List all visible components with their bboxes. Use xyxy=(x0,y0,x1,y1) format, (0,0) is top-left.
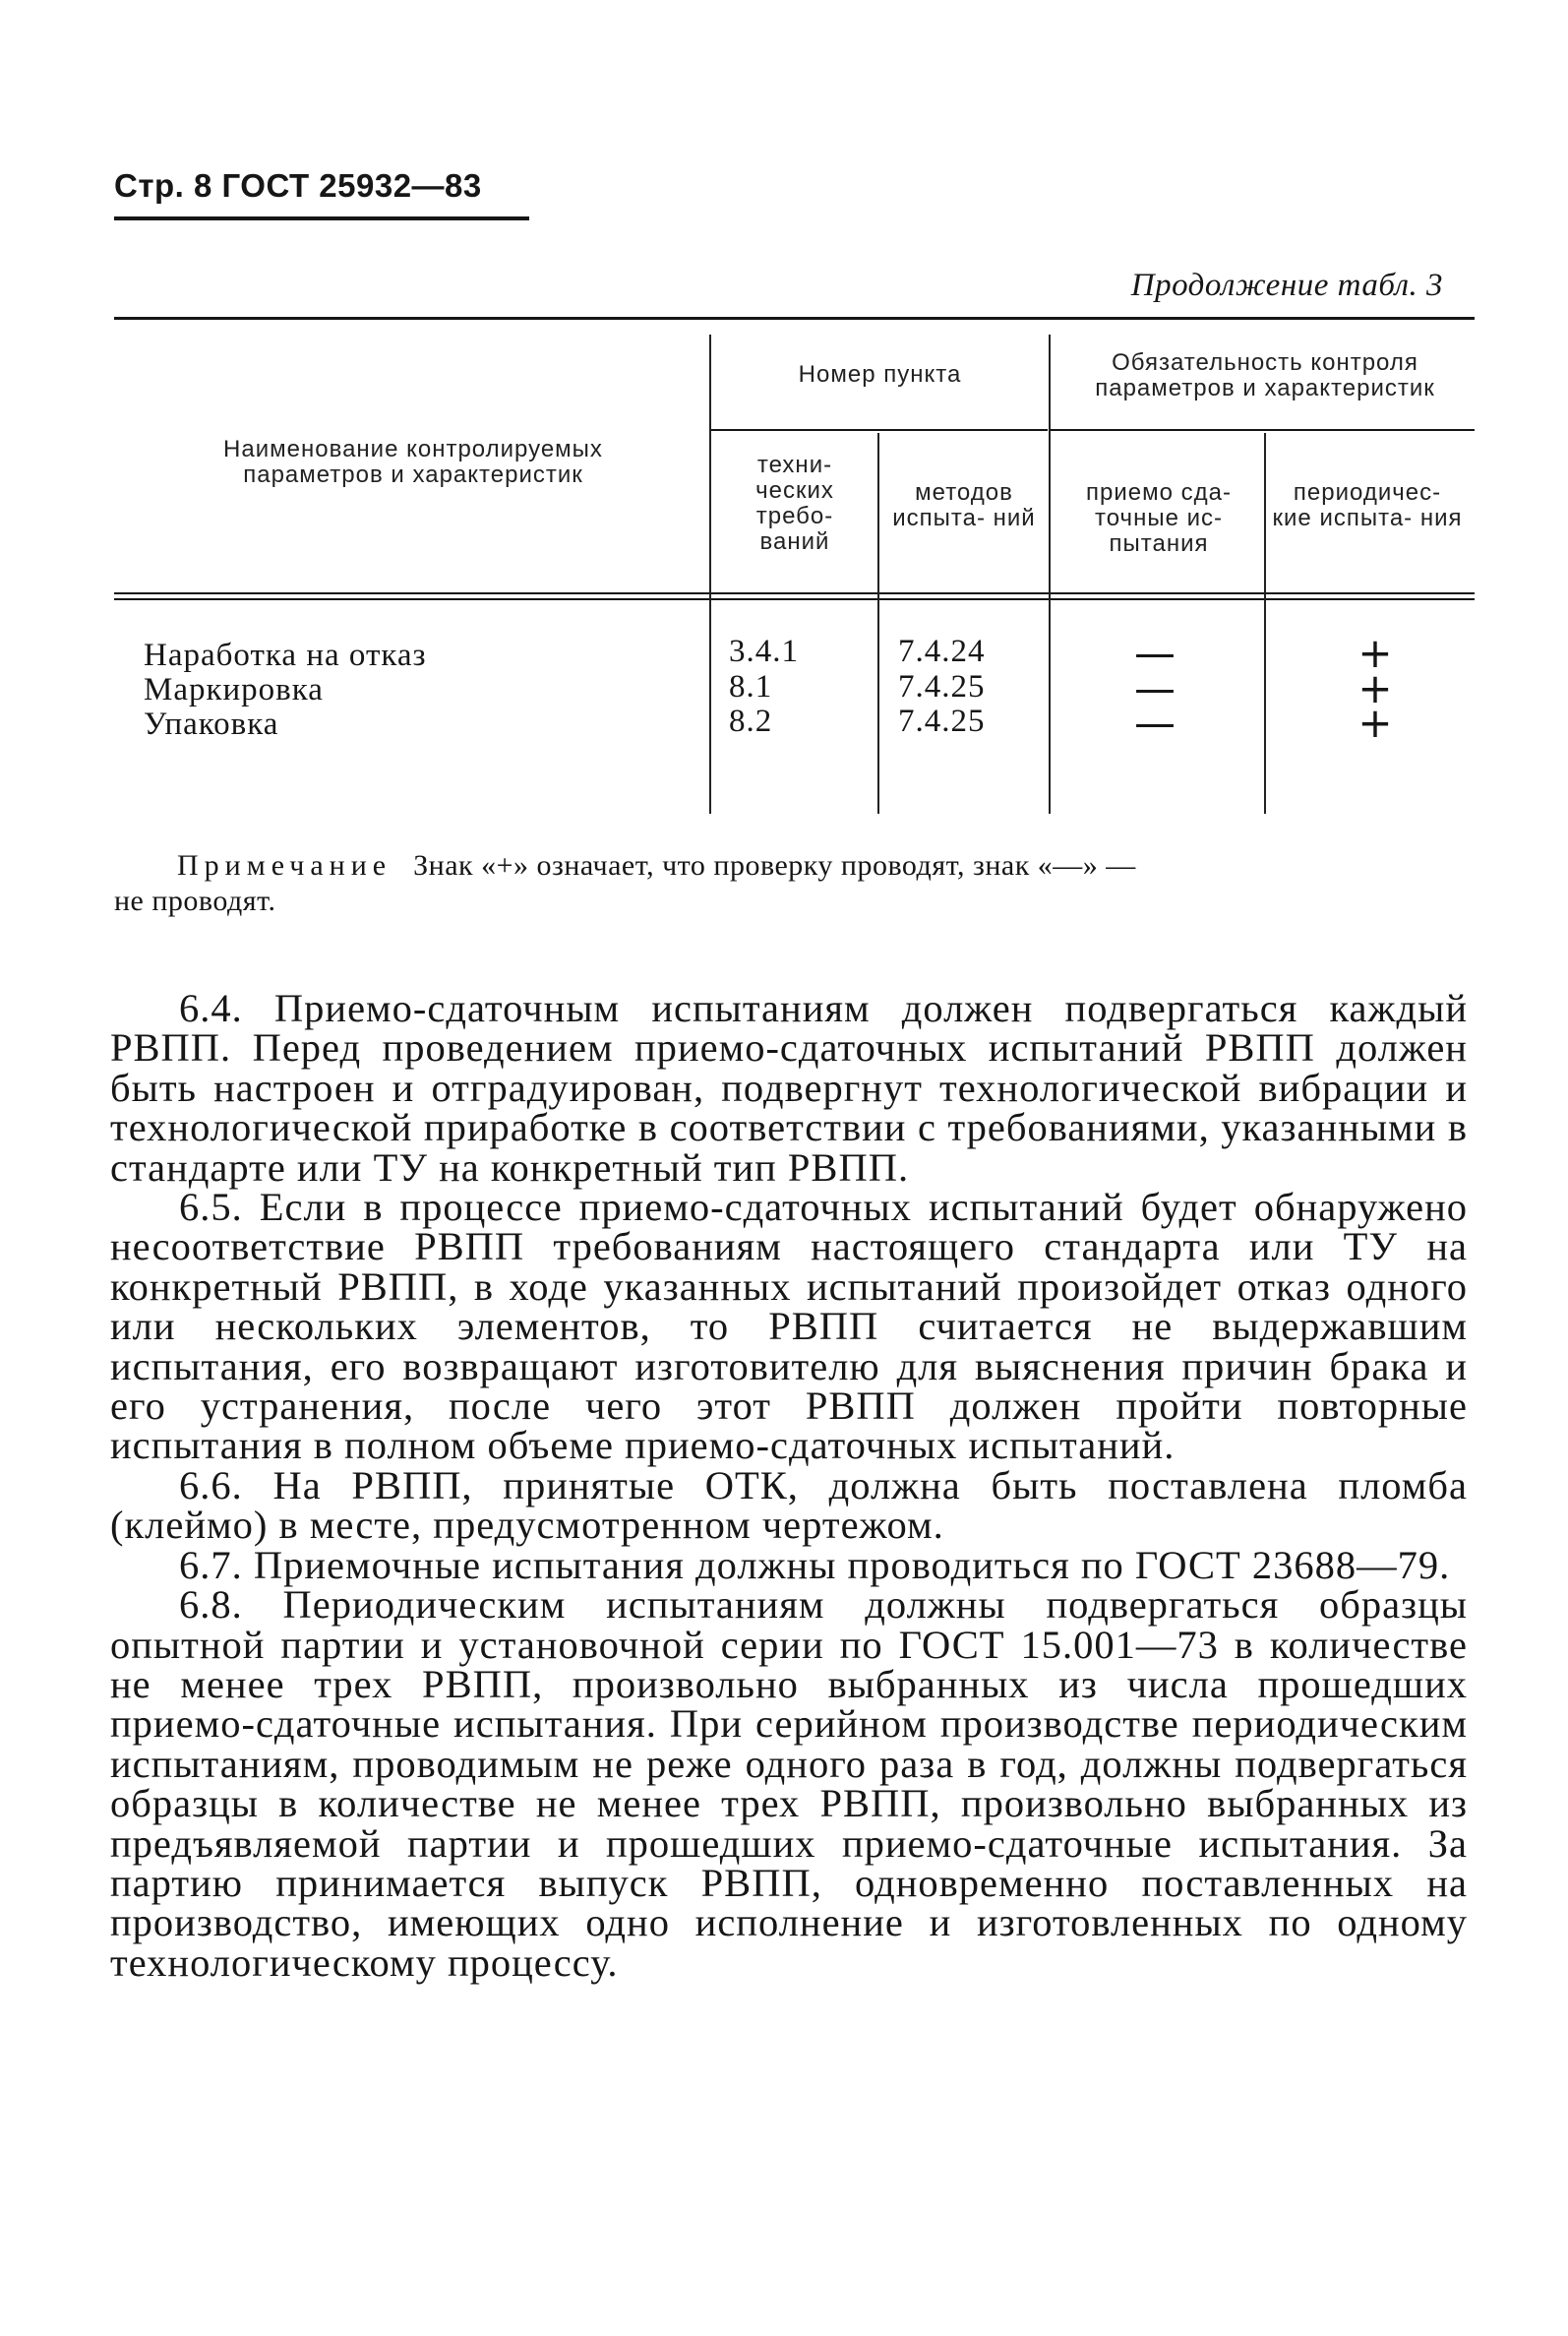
header-parameter-name: Наименование контролируемых параметров и характеристик xyxy=(223,436,603,488)
row-method-clause: 7.4.25 xyxy=(898,704,986,739)
table-vline-4 xyxy=(1264,433,1266,814)
row-acceptance-sign: — xyxy=(1134,699,1176,747)
row-periodic-sign: + xyxy=(1357,629,1393,677)
table-vline-2 xyxy=(877,433,879,814)
paragraph-6-6: 6.6. На РВПП, принятые ОТК, должна быть поставлена пломба (клеймо) в месте, предусмотренном чертежом. xyxy=(110,1462,1468,1548)
header-tech-requirements: техни- ческих требо- ваний xyxy=(755,452,834,555)
note-label: Примечание xyxy=(177,849,392,882)
table-top-rule xyxy=(114,317,1475,320)
table-header-rule xyxy=(114,592,1475,594)
paragraph-6-8: 6.8. Периодическим испытаниям должны подвергаться образцы опытной партии и установочной серии по ГОСТ 15.001—73 в количестве не менее трех РВПП, произвольно выбранных из числа прошедших приемо-сдаточные испытания. При серийном производстве периодическим испытаниям, проводимым не реже одного раза в год, должны подвергаться образцы в количестве не менее трех РВПП, произвольно выбранных из предъявляемой партии и прошедших приемо-сдаточные испытания. За партию принимается выпуск РВПП, одновременно поставленных на производство, имеющих одно исполнение и изготовленных по одному технологическому процессу. xyxy=(110,1582,1468,1985)
paragraph-6-5: 6.5. Если в процессе приемо-сдаточных испытаний будет обнаружено несоответствие РВПП требованиям настоящего стандарта или ТУ на конкретный РВПП, в ходе указанных испытаний произойдет отказ одного или нескольких элементов, то РВПП считается не выдержавшим испытания, его возвращают изготовителю для выяснения причин брака и его устранения, после чего этот РВПП должен пройти повторные испытания в полном объеме приемо-сдаточных испытаний. xyxy=(110,1185,1468,1468)
row-periodic-sign: + xyxy=(1357,664,1393,712)
row-acceptance-sign: — xyxy=(1134,664,1176,712)
row-name: Наработка на отказ xyxy=(144,638,427,673)
row-tech-clause: 8.1 xyxy=(729,669,773,705)
row-periodic-sign: + xyxy=(1357,699,1393,747)
header-acceptance-tests: приемо сда- точные ис- пытания xyxy=(1086,479,1232,557)
header-test-methods: методов испыта- ний xyxy=(892,479,1036,531)
row-method-clause: 7.4.24 xyxy=(898,634,986,669)
row-tech-clause: 8.2 xyxy=(729,704,773,739)
body-text xyxy=(110,986,1468,1985)
header-control-mandatory: Обязательность контроля параметров и характеристик xyxy=(1095,349,1435,401)
header-clause-number: Номер пункта xyxy=(798,361,962,388)
table-header-rule-2 xyxy=(114,598,1475,600)
table-caption: Продолжение табл. 3 xyxy=(1130,268,1443,303)
subheader-rule-control xyxy=(1051,429,1475,431)
page-header: Стр. 8 ГОСТ 25932—83 xyxy=(114,167,482,204)
table-vline-1 xyxy=(709,335,711,814)
row-name: Упаковка xyxy=(144,707,279,742)
table-note xyxy=(114,848,1452,884)
header-periodic-tests: периодичес- кие испыта- ния xyxy=(1272,479,1463,531)
subheader-rule-clause xyxy=(709,429,1048,431)
table-vline-3 xyxy=(1049,335,1051,814)
header-rule xyxy=(114,216,529,220)
table-note-continued: не проводят. xyxy=(114,885,276,917)
row-method-clause: 7.4.25 xyxy=(898,669,986,705)
paragraph-6-7: 6.7. Приемочные испытания должны проводиться по ГОСТ 23688—79. xyxy=(179,1542,1451,1587)
row-acceptance-sign: — xyxy=(1134,629,1176,677)
note-text: Знак «+» означает, что проверку проводят, знак «—» — xyxy=(413,849,1136,882)
paragraph-6-4: 6.4. Приемо-сдаточным испытаниям должен подвергаться каждый РВПП. Перед проведением приемо-сдаточных испытаний РВПП должен быть настроен и отградуирован, подвергнут технологической вибрации и технологической приработке в соответствии с требованиями, указанными в стандарте или ТУ на конкретный тип РВПП. xyxy=(110,986,1468,1190)
row-name: Маркировка xyxy=(144,672,324,707)
row-tech-clause: 3.4.1 xyxy=(729,634,799,669)
